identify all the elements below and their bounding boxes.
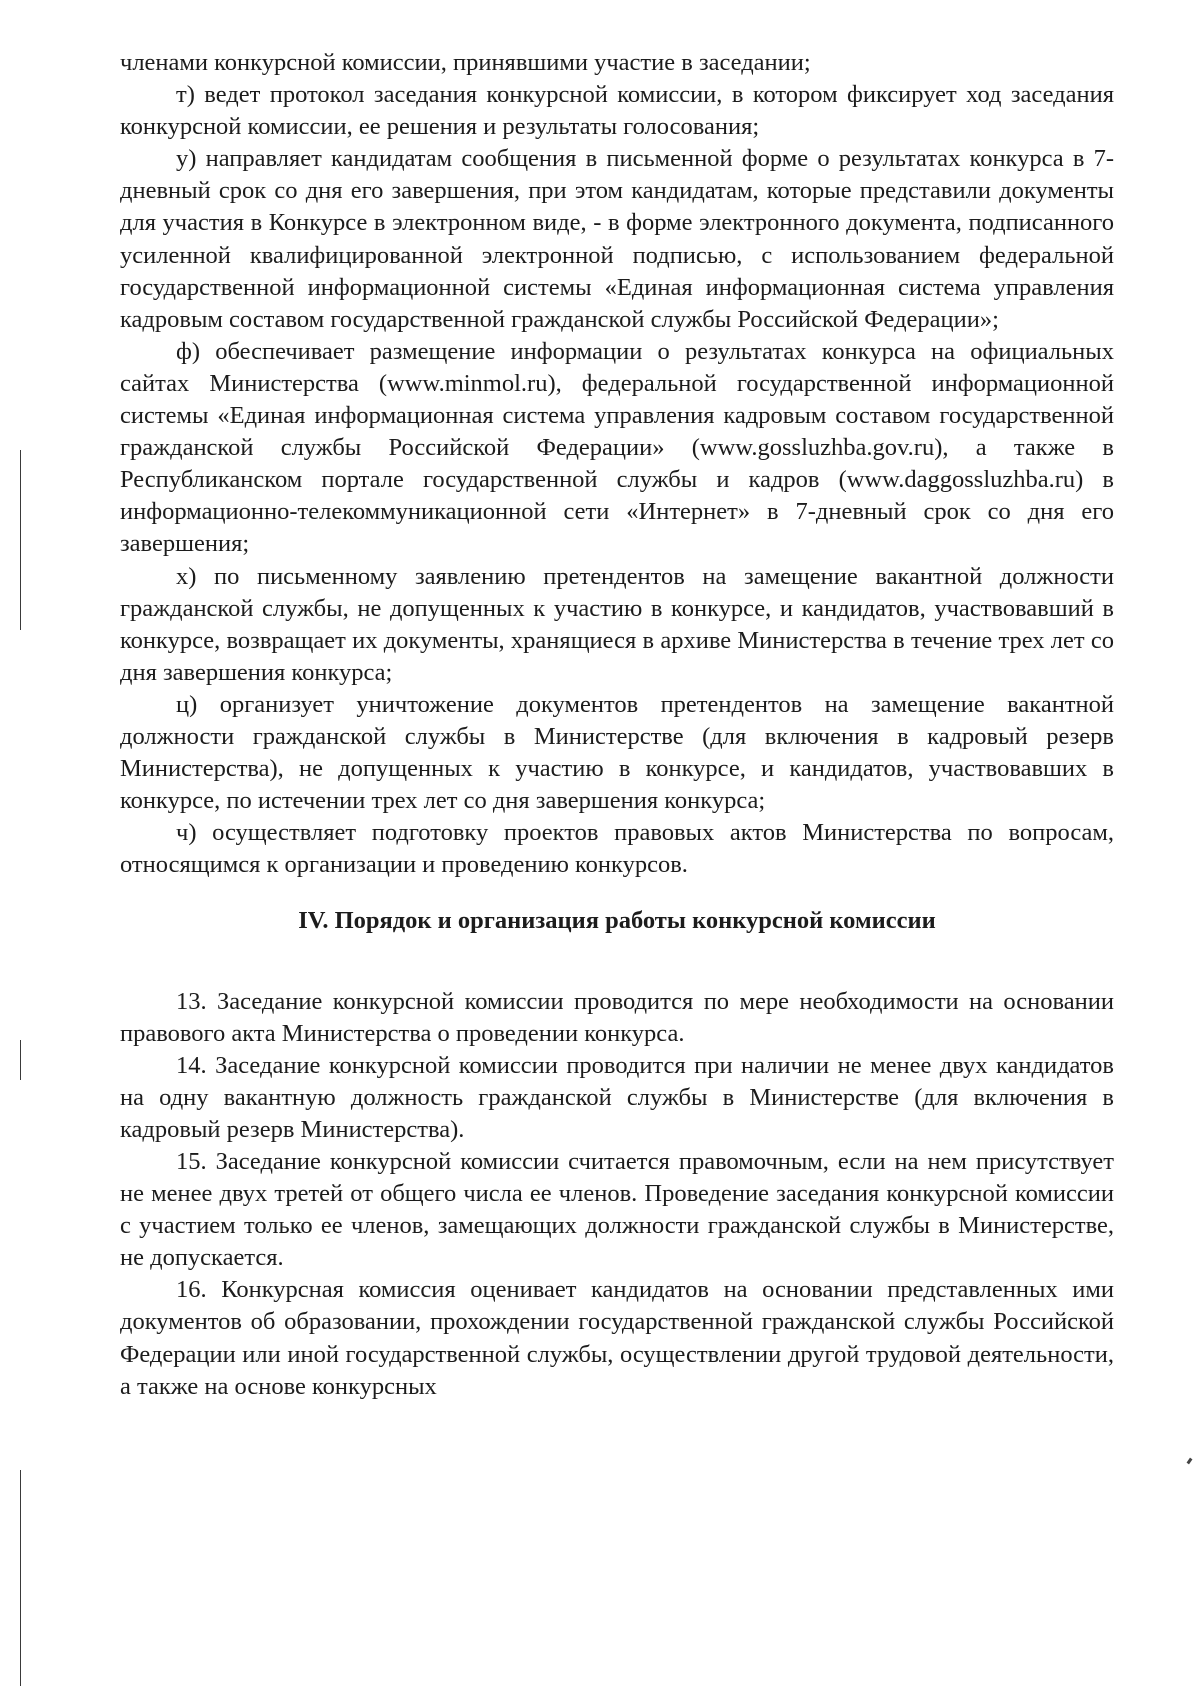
section-heading: IV. Порядок и организация работы конкурсной комиссии	[298, 907, 936, 935]
scan-speck	[1187, 1458, 1193, 1465]
paragraph-item-kh: х) по письменному заявлению претендентов на замещение вакантной должности гражданской службы, не допущенных к участию в конкурсе, и кандидатов, участвовавший в конкурсе, возвращает их документы, хранящиеся в архиве Министерства в течение трех лет со дня завершения конкурса;	[120, 562, 1114, 686]
scan-edge-line	[20, 1040, 21, 1080]
paragraph-16: 16. Конкурсная комиссия оценивает кандидатов на основании представленных ими документов об образовании, прохождении государственной гражданской службы Российской Федерации или иной государственной службы, осуществлении другой трудовой деятельности, а также на основе конкурсных	[120, 1276, 1114, 1400]
paragraph-15: 15. Заседание конкурсной комиссии считается правомочным, если на нем присутствует не менее двух третей от общего числа ее членов. Проведение заседания конкурсной комиссии с участием только ее членов, замещающих должности гражданской службы в Министерстве, не допускается.	[120, 1148, 1114, 1272]
paragraph-item-f: ф) обеспечивает размещение информации о результатах конкурса на официальных сайтах Министерства (www.minmol.ru), федеральной государственной информационной системы «Единая информационная система управления кадровым составом государственной гражданской службы Российской Федерации» (www.gossluzhba.gov.ru), а также в Республиканском портале государственной службы и кадров (www.daggossluzhba.ru) в информационно-телекоммуникационной сети «Интернет» в 7-дневный срок со дня его завершения;	[120, 337, 1114, 558]
paragraph-13: 13. Заседание конкурсной комиссии проводится по мере необходимости на основании правового акта Министерства о проведении конкурса.	[120, 987, 1114, 1047]
paragraph-item-ch: ч) осуществляет подготовку проектов правовых актов Министерства по вопросам, относящимся к организации и проведению конкурсов.	[120, 819, 1114, 879]
paragraph-item-ts: ц) организует уничтожение документов претендентов на замещение вакантной должности гражданской службы в Министерстве (для включения в кадровый резерв Министерства), не допущенных к участию в конкурсе, и кандидатов, участвовавших в конкурсе, по истечении трех лет со дня завершения конкурса;	[120, 690, 1114, 815]
scan-edge-line	[20, 1470, 21, 1686]
document-body	[120, 47, 1114, 1403]
scan-edge-line	[20, 450, 21, 630]
paragraph-item-t: т) ведет протокол заседания конкурсной комиссии, в котором фиксирует ход заседания конкурсной комиссии, ее решения и результаты голосования;	[120, 81, 1114, 141]
paragraph-14: 14. Заседание конкурсной комиссии проводится при наличии не менее двух кандидатов на одну вакантную должность гражданской службы в Министерстве (для включения в кадровый резерв Министерства).	[120, 1051, 1114, 1143]
paragraph-item-u: у) направляет кандидатам сообщения в письменной форме о результатах конкурса в 7-дневный срок со дня его завершения, при этом кандидатам, которые представили документы для участия в Конкурсе в электронном виде, - в форме электронного документа, подписанного усиленной квалифицированной электронной подписью, с использованием федеральной государственной информационной системы «Единая информационная система управления кадровым составом государственной гражданской службы Российской Федерации»;	[120, 145, 1114, 333]
paragraph-continuation: членами конкурсной комиссии, принявшими участие в заседании;	[120, 49, 811, 76]
